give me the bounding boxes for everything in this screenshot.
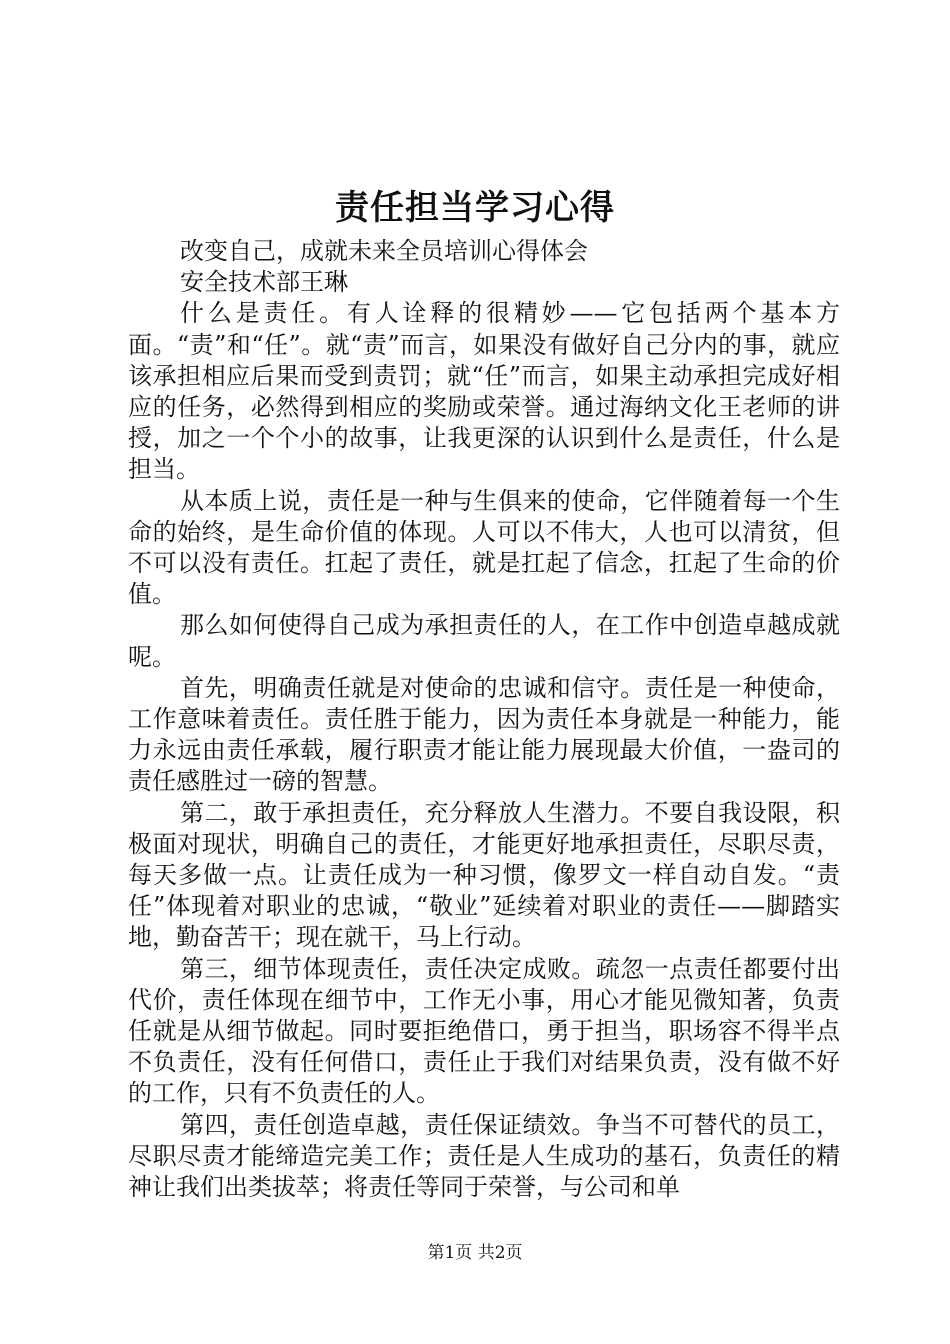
- author-paragraph: 安全技术部王琳: [180, 268, 348, 297]
- body-paragraph: 什么是责任。有人诠释的很精妙——它包括两个基本方面。“责”和“任”。就“责”而言，如果没有做好自己分内的事，就应该承担相应后果而受到责罚；就“任”而言，如果主动承担完成好相应的任务，必然得到相应的奖励或荣誉。通过海纳文化王老师的讲授，加之一个个小的故事，让我更深的认识到什么是责任，什么是担当。: [128, 299, 840, 484]
- page-footer: 第1页 共2页: [427, 1243, 523, 1263]
- document-title: 责任担当学习心得: [335, 188, 615, 228]
- body-paragraph: 那么如何使得自己成为承担责任的人，在工作中创造卓越成就呢。: [128, 611, 840, 671]
- subtitle-paragraph: 改变自己，成就未来全员培训心得体会: [180, 237, 588, 265]
- document-body: [128, 236, 840, 1203]
- body-paragraph: 从本质上说，责任是一种与生俱来的使命，它伴随着每一个生命的始终，是生命价值的体现。人可以不伟大，人也可以清贫，但不可以没有责任。扛起了责任，就是扛起了信念，扛起了生命的价值。: [128, 486, 840, 609]
- body-paragraph: 第三，细节体现责任，责任决定成败。疏忽一点责任都要付出代价，责任体现在细节中，工作无小事，用心才能见微知著，负责任就是从细节做起。同时要拒绝借口，勇于担当，职场容不得半点不负责任，没有任何借口，责任止于我们对结果负责，没有做不好的工作，只有不负责任的人。: [128, 954, 840, 1108]
- body-paragraph: 第四，责任创造卓越，责任保证绩效。争当不可替代的员工，尽职尽责才能缔造完美工作；责任是人生成功的基石，负责任的精神让我们出类拔萃；将责任等同于荣誉，与公司和单: [128, 1110, 840, 1202]
- body-paragraph: 第二，敢于承担责任，充分释放人生潜力。不要自我设限，积极面对现状，明确自己的责任，才能更好地承担责任，尽职尽责，每天多做一点。让责任成为一种习惯，像罗文一样自动自发。“责任”体现着对职业的忠诚，“敬业”延续着对职业的责任——脚踏实地，勤奋苦干；现在就干，马上行动。: [128, 798, 840, 952]
- body-paragraph: 首先，明确责任就是对使命的忠诚和信守。责任是一种使命，工作意味着责任。责任胜于能力，因为责任本身就是一种能力，能力永远由责任承载，履行职责才能让能力展现最大价值，一盎司的责任感胜过一磅的智慧。: [128, 673, 840, 796]
